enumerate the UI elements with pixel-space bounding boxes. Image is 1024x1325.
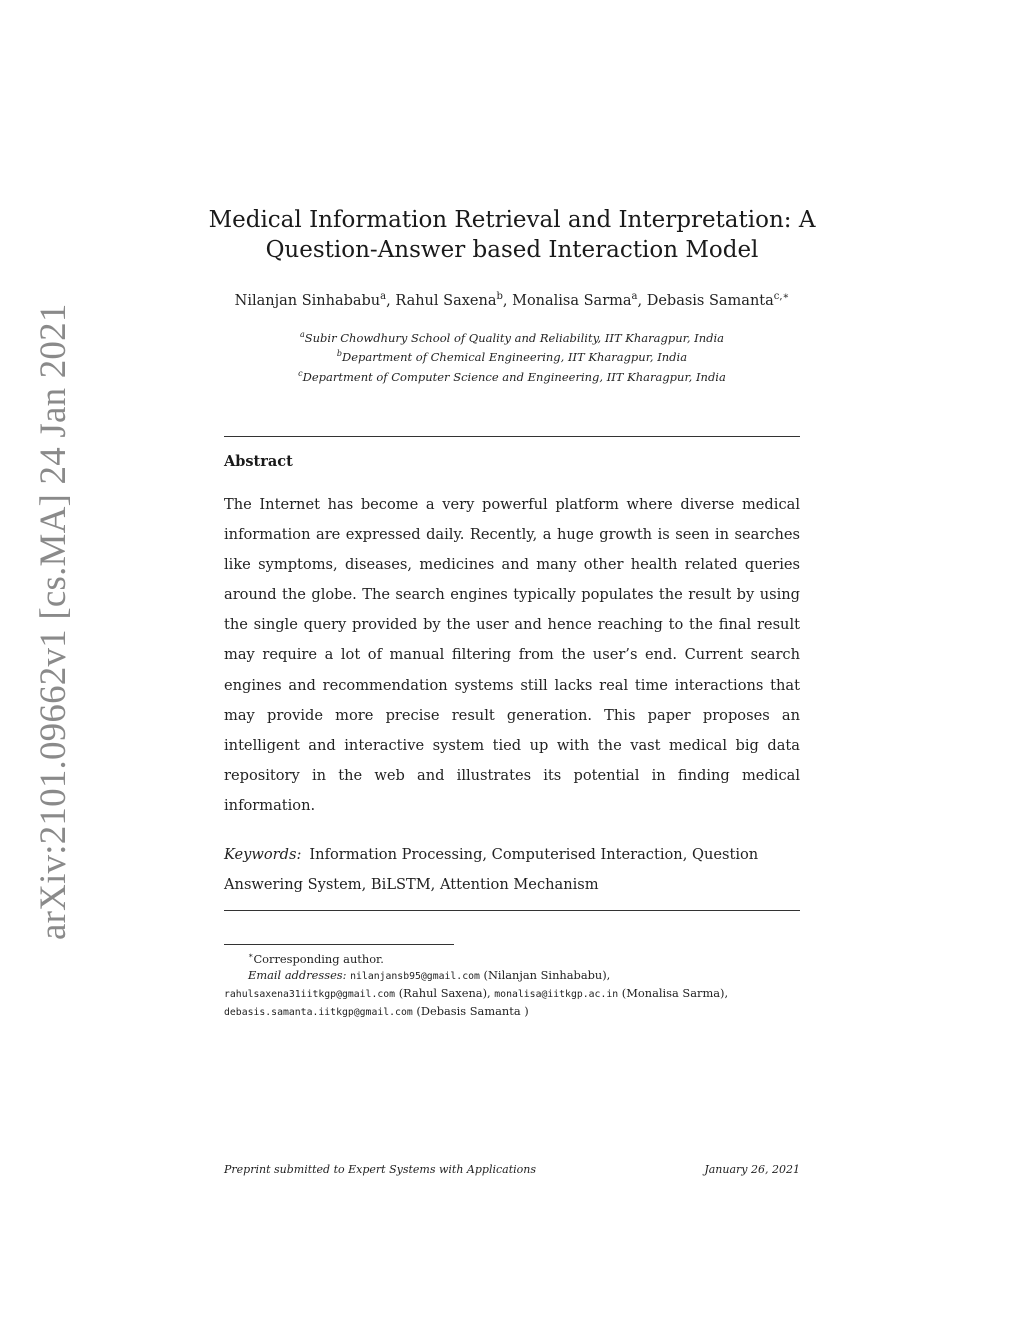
author-affil-marker: a (631, 291, 638, 302)
footnote-marker: ∗ (248, 951, 254, 960)
footnote-rule (224, 944, 454, 945)
author-name: Debasis Samanta (646, 292, 774, 309)
affiliation (200, 327, 824, 346)
page-footer (224, 1163, 800, 1176)
author-name: Rahul Saxena (395, 292, 497, 309)
keywords-label: Keywords: (224, 846, 302, 863)
email-line (224, 985, 804, 1003)
affiliation-marker: a (299, 330, 305, 339)
email-line (224, 1003, 804, 1021)
affiliation-text: Department of Chemical Engineering, IIT Kharagpur, India (342, 350, 688, 365)
abstract-text: The Internet has become a very powerful platform where diverse medical information are expressed daily. Recently, a huge growth is seen in searches like symptoms, diseases, medicines and many other health related queries around the globe. The search engines typically populates the result by using the single query provided by the user and hence reaching to the final result may require a lot of manual filtering from the user’s end. Current search engines and recommendation systems still lacks real time interactions that may provide more precise result generation. This paper proposes an intelligent and interactive system tied up with the vast medical big data repository in the web and illustrates its potential in finding medical information. (224, 496, 800, 814)
abstract-top-rule (224, 436, 800, 437)
email-address[interactable]: monalisa@iitkgp.ac.in (494, 988, 619, 1000)
footer-date: January 26, 2021 (704, 1163, 800, 1176)
affiliation-text: Subir Chowdhury School of Quality and Reliability, IIT Kharagpur, India (304, 330, 724, 345)
author-name: Monalisa Sarma (512, 292, 632, 309)
keywords (224, 840, 800, 900)
email-owner: (Debasis Samanta ) (416, 1003, 529, 1018)
abstract-bottom-rule (224, 910, 800, 911)
author-affil-marker: c,∗ (773, 291, 790, 302)
email-owner: (Monalisa Sarma), (621, 985, 729, 1000)
affiliation-text: Department of Computer Science and Engineering, IIT Kharagpur, India (302, 369, 726, 384)
email-label: Email addresses: (248, 967, 347, 982)
author-affil-marker: a (380, 291, 387, 302)
keywords-text: Information Processing, Computerised Interaction, Question Answering System, BiLSTM, Attention Mechanism (224, 846, 759, 893)
affiliation-marker: b (336, 349, 343, 359)
corresponding-text: Corresponding author. (253, 951, 384, 966)
affiliation-marker: c (298, 368, 303, 378)
abstract-heading: Abstract (224, 453, 293, 470)
affiliation (200, 346, 824, 365)
affiliation (200, 366, 824, 385)
email-address[interactable]: nilanjansb95@gmail.com (350, 970, 480, 982)
affiliation-list (200, 327, 824, 385)
author-name: Nilanjan Sinhababu (234, 292, 381, 309)
email-address[interactable]: debasis.samanta.iitkgp@gmail.com (224, 1006, 413, 1018)
arxiv-identifier-stamp: arXiv:2101.09662v1 [cs.MA] 24 Jan 2021 (33, 303, 74, 940)
email-address[interactable]: rahulsaxena31iitkgp@gmail.com (224, 988, 396, 1000)
author-list: Nilanjan Sinhababu$^a$, Rahul Saxena$^b$, Monalisa Sarma$^a$, Debasis Samanta$^{c,∗}$ (234, 291, 790, 309)
corresponding-note (224, 948, 804, 967)
paper-title: Medical Information Retrieval and Interpretation: A Question-Answer based Interaction Model (208, 207, 816, 263)
footnote (224, 948, 804, 1021)
email-owner: (Rahul Saxena), (398, 985, 491, 1000)
email-owner: (Nilanjan Sinhababu), (483, 967, 611, 982)
footer-submission-note: Preprint submitted to Expert Systems with Applications (224, 1163, 537, 1176)
author-affil-marker: b (496, 291, 503, 302)
email-line (224, 967, 804, 985)
